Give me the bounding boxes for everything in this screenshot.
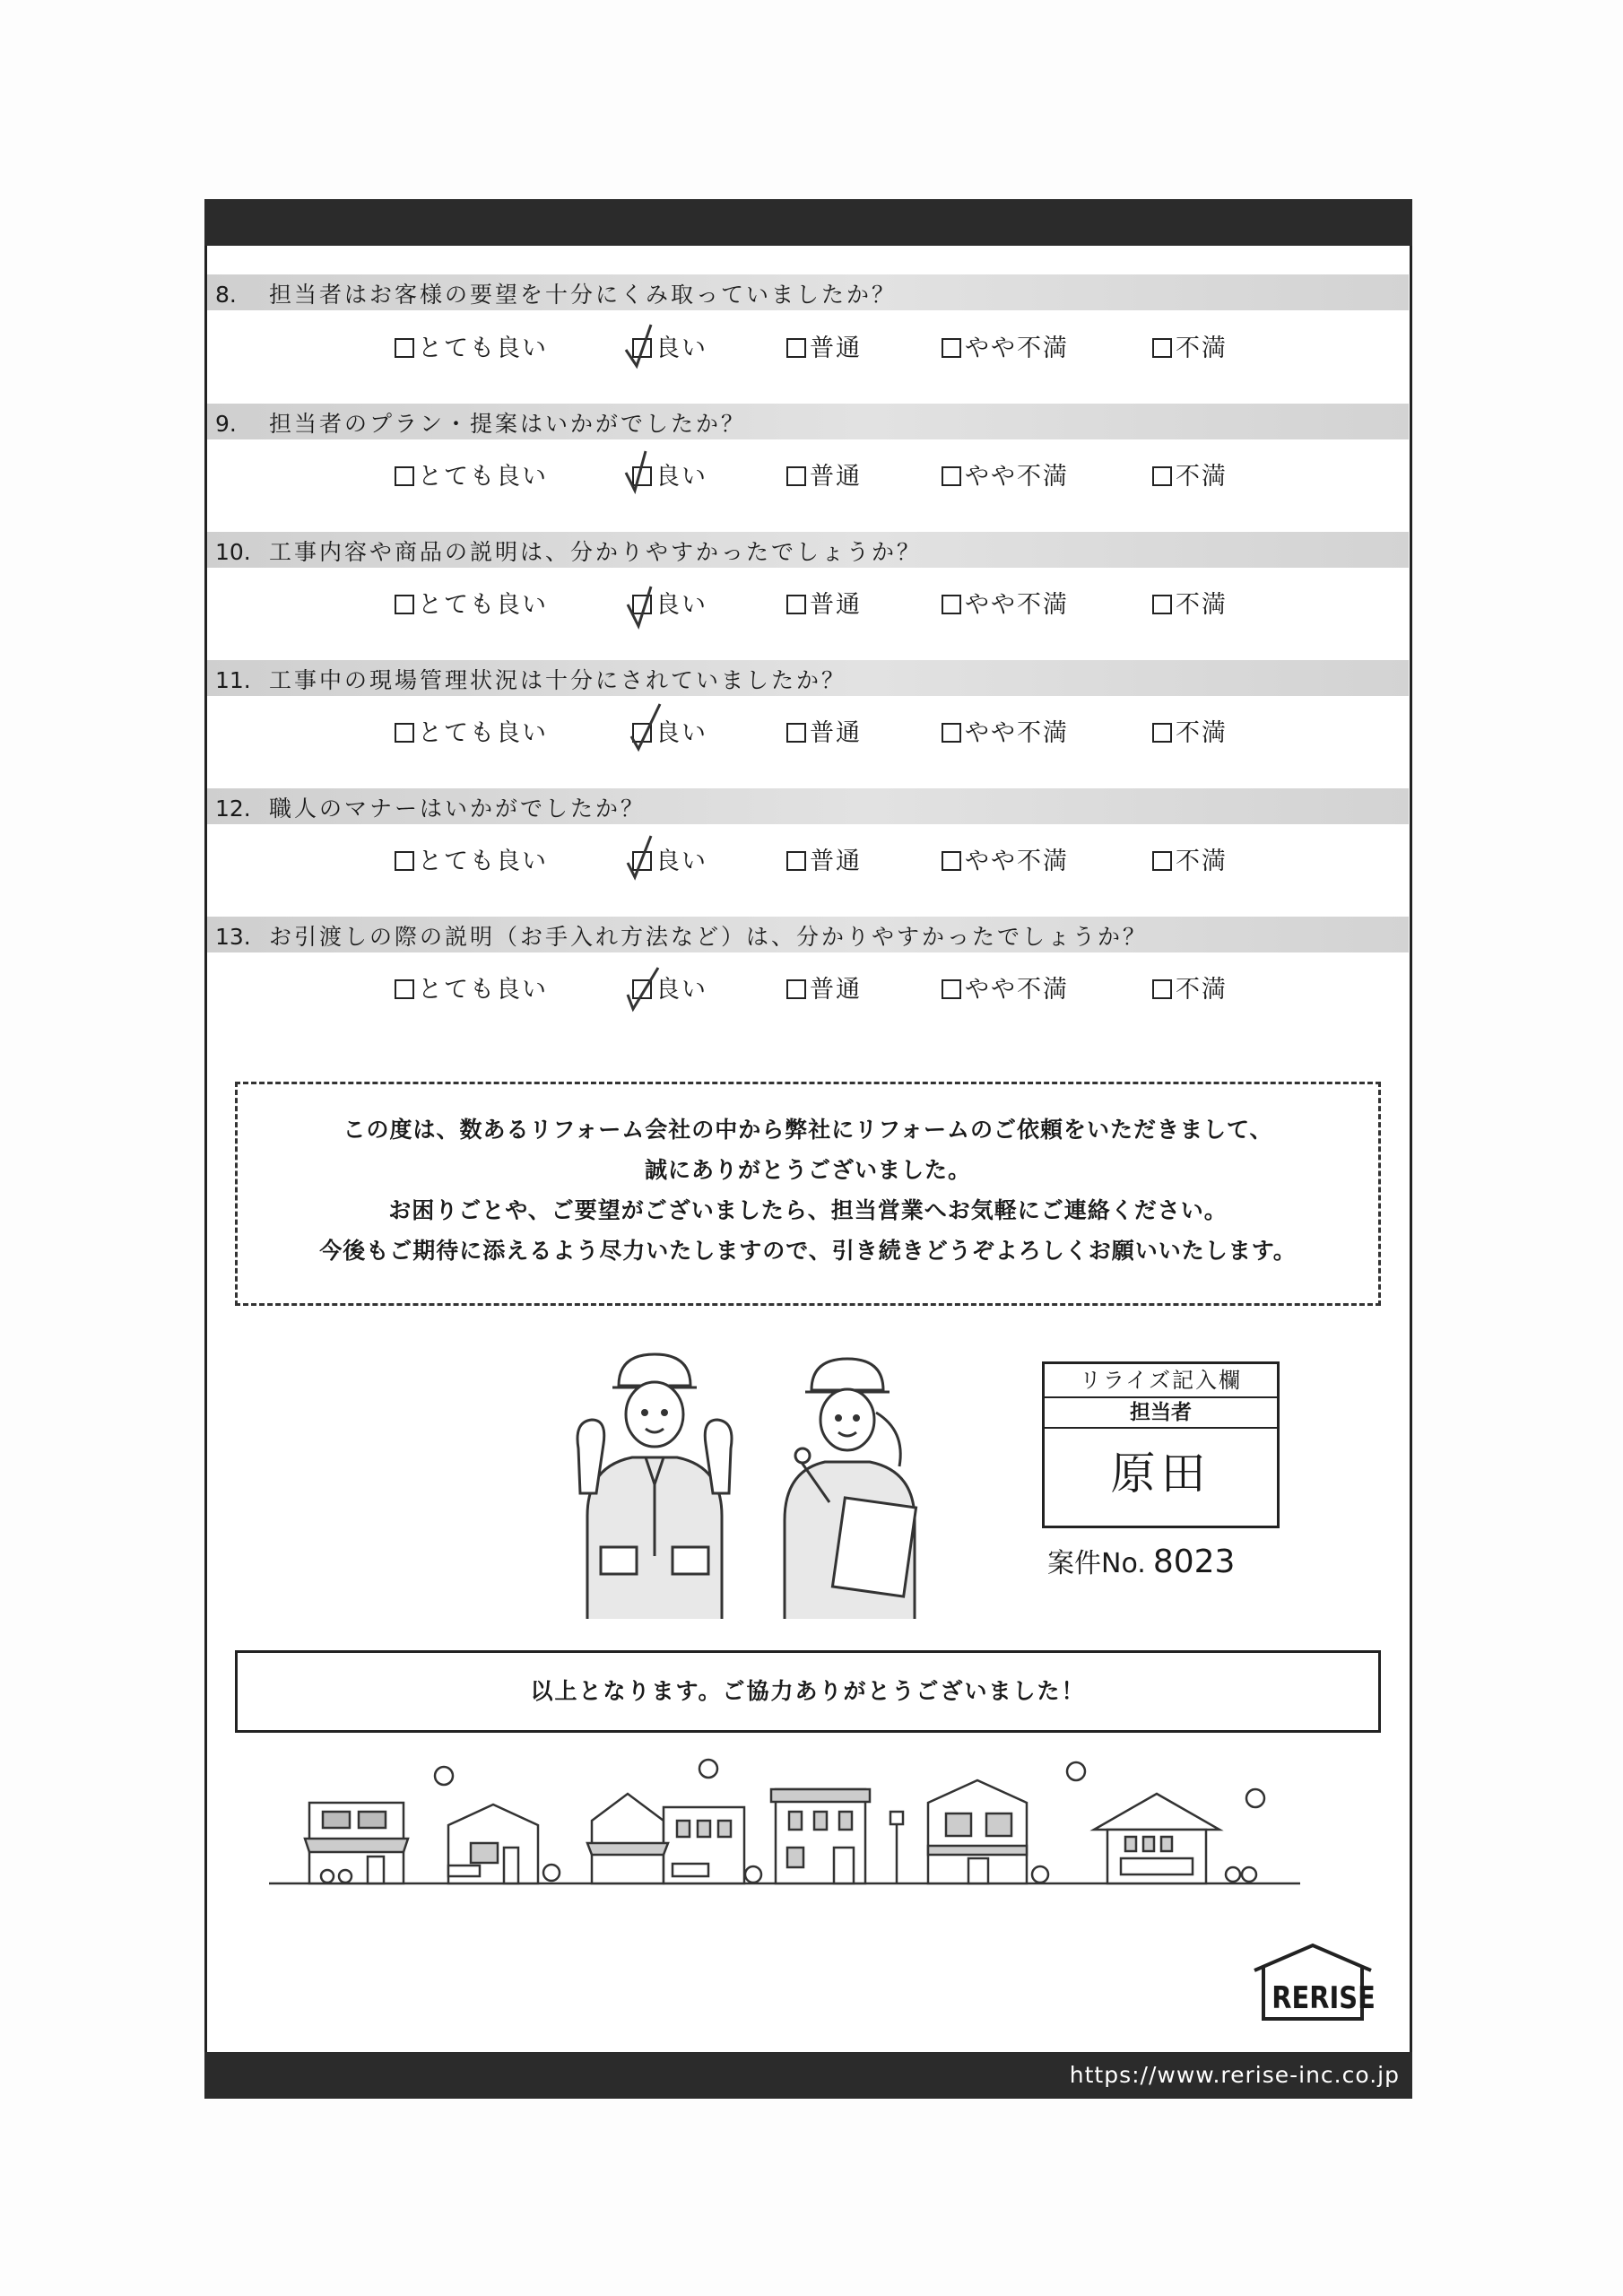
option-very-good[interactable] bbox=[395, 328, 548, 363]
checkbox[interactable] bbox=[942, 979, 961, 999]
option-label: とても良い bbox=[418, 848, 548, 875]
footer-url[interactable]: https://www.rerise-inc.co.jp bbox=[1069, 2062, 1400, 2088]
option-very-good[interactable] bbox=[395, 457, 548, 491]
option-label: 良い bbox=[655, 976, 707, 1004]
option-dissatisfied[interactable] bbox=[1152, 328, 1228, 363]
closing-message: 以上となります。ご協力ありがとうございました！ bbox=[235, 1650, 1381, 1733]
checkmark-icon bbox=[619, 569, 681, 640]
question-text: 工事内容や商品の説明は、分かりやすかったでしょうか？ bbox=[269, 539, 923, 565]
option-very-good[interactable] bbox=[395, 585, 548, 620]
question-11 bbox=[215, 663, 846, 695]
question-text: 職人のマナーはいかがでしたか？ bbox=[269, 796, 647, 822]
option-label: やや不満 bbox=[965, 976, 1069, 1004]
option-label: やや不満 bbox=[965, 335, 1069, 362]
option-label: やや不満 bbox=[965, 719, 1069, 747]
option-label: やや不満 bbox=[965, 848, 1069, 875]
checkbox[interactable] bbox=[786, 851, 806, 871]
option-label: とても良い bbox=[418, 335, 548, 362]
option-label: 不満 bbox=[1176, 848, 1228, 875]
option-normal[interactable] bbox=[786, 841, 862, 876]
checkbox[interactable] bbox=[786, 723, 806, 743]
checkbox[interactable] bbox=[942, 466, 961, 486]
option-label: 普通 bbox=[810, 848, 862, 875]
checkbox[interactable] bbox=[1152, 851, 1172, 871]
checkbox[interactable] bbox=[395, 723, 414, 743]
options-row-9 bbox=[395, 457, 1291, 492]
checkbox[interactable] bbox=[395, 338, 414, 358]
option-very-good[interactable] bbox=[395, 713, 548, 748]
option-label: 良い bbox=[655, 335, 707, 362]
question-number: 10. bbox=[215, 539, 251, 565]
case-number-value: 8023 bbox=[1152, 1544, 1236, 1580]
option-dissatisfied[interactable] bbox=[1152, 713, 1228, 748]
question-text: 工事中の現場管理状況は十分にされていましたか？ bbox=[269, 667, 847, 693]
thanks-line: お困りごとや、ご要望がございましたら、担当営業へお気軽にご連絡ください。 bbox=[388, 1197, 1228, 1223]
option-normal[interactable] bbox=[786, 457, 862, 491]
options-row-12 bbox=[395, 841, 1291, 877]
checkbox[interactable] bbox=[395, 466, 414, 486]
options-row-10 bbox=[395, 585, 1291, 621]
option-somewhat-dissatisfied[interactable] bbox=[942, 713, 1069, 748]
checkmark-icon bbox=[619, 697, 681, 769]
question-8 bbox=[215, 277, 897, 309]
option-dissatisfied[interactable] bbox=[1152, 970, 1228, 1004]
question-number: 8. bbox=[215, 282, 237, 308]
footer-bar bbox=[204, 2052, 1412, 2099]
checkmark-icon bbox=[619, 953, 681, 1025]
option-label: とても良い bbox=[418, 976, 548, 1004]
option-label: 不満 bbox=[1176, 335, 1228, 362]
option-label: とても良い bbox=[418, 463, 548, 491]
checkbox[interactable] bbox=[942, 338, 961, 358]
question-text: 担当者のプラン・提案はいかがでしたか？ bbox=[269, 411, 747, 437]
question-13 bbox=[215, 919, 1148, 952]
logo-text: RERISE bbox=[1271, 1980, 1376, 2016]
top-bar bbox=[204, 199, 1412, 246]
option-label: 良い bbox=[655, 591, 707, 619]
question-number: 9. bbox=[215, 411, 237, 437]
thanks-line: 今後もご期待に添えるよう尽力いたしますので、引き続きどうぞよろしくお願いいたします。 bbox=[319, 1238, 1297, 1264]
option-label: 不満 bbox=[1176, 591, 1228, 619]
checkbox[interactable] bbox=[395, 851, 414, 871]
option-normal[interactable] bbox=[786, 970, 862, 1004]
question-number: 13. bbox=[215, 924, 251, 950]
question-10 bbox=[215, 535, 922, 567]
options-row-13 bbox=[395, 970, 1291, 1005]
question-number: 12. bbox=[215, 796, 251, 822]
option-label: 不満 bbox=[1176, 463, 1228, 491]
town-illustration bbox=[269, 1749, 1300, 1897]
checkmark-icon bbox=[619, 825, 681, 897]
checkbox[interactable] bbox=[786, 466, 806, 486]
option-label: 普通 bbox=[810, 719, 862, 747]
option-very-good[interactable] bbox=[395, 970, 548, 1004]
checkbox[interactable] bbox=[786, 979, 806, 999]
option-label: やや不満 bbox=[965, 591, 1069, 619]
staff-name: 原田 bbox=[1110, 1448, 1211, 1500]
option-label: 良い bbox=[655, 719, 707, 747]
checkbox[interactable] bbox=[1152, 338, 1172, 358]
option-somewhat-dissatisfied[interactable] bbox=[942, 841, 1069, 876]
question-number: 11. bbox=[215, 667, 251, 693]
checkbox[interactable] bbox=[786, 338, 806, 358]
checkbox[interactable] bbox=[942, 723, 961, 743]
option-dissatisfied[interactable] bbox=[1152, 585, 1228, 620]
checkbox[interactable] bbox=[395, 979, 414, 999]
option-label: とても良い bbox=[418, 719, 548, 747]
option-very-good[interactable] bbox=[395, 841, 548, 876]
option-somewhat-dissatisfied[interactable] bbox=[942, 457, 1069, 491]
office-use-box bbox=[1042, 1361, 1280, 1528]
option-dissatisfied[interactable] bbox=[1152, 841, 1228, 876]
checkbox[interactable] bbox=[786, 595, 806, 614]
checkmark-icon bbox=[619, 312, 681, 384]
case-number bbox=[1047, 1541, 1235, 1580]
option-somewhat-dissatisfied[interactable] bbox=[942, 970, 1069, 1004]
question-9 bbox=[215, 406, 746, 439]
question-text: 担当者はお客様の要望を十分にくみ取っていましたか？ bbox=[269, 282, 898, 308]
checkbox[interactable] bbox=[1152, 595, 1172, 614]
option-label: 普通 bbox=[810, 591, 862, 619]
case-label: 案件No. bbox=[1047, 1548, 1146, 1579]
option-label: 普通 bbox=[810, 976, 862, 1004]
option-normal[interactable] bbox=[786, 585, 862, 620]
option-label: 不満 bbox=[1176, 976, 1228, 1004]
option-label: 普通 bbox=[810, 463, 862, 491]
checkbox[interactable] bbox=[1152, 723, 1172, 743]
checkbox[interactable] bbox=[942, 595, 961, 614]
checkbox[interactable] bbox=[1152, 466, 1172, 486]
option-label: とても良い bbox=[418, 591, 548, 619]
staff-label: 担当者 bbox=[1045, 1398, 1277, 1429]
option-label: 不満 bbox=[1176, 719, 1228, 747]
options-row-8 bbox=[395, 328, 1291, 364]
option-somewhat-dissatisfied[interactable] bbox=[942, 585, 1069, 620]
question-12 bbox=[215, 791, 646, 823]
option-normal[interactable] bbox=[786, 328, 862, 363]
option-somewhat-dissatisfied[interactable] bbox=[942, 328, 1069, 363]
option-label: やや不満 bbox=[965, 463, 1069, 491]
thanks-line: この度は、数あるリフォーム会社の中から弊社にリフォームのご依頼をいただきまして、 bbox=[343, 1117, 1273, 1143]
office-use-header: リライズ記入欄 bbox=[1045, 1364, 1277, 1398]
option-label: 良い bbox=[655, 463, 707, 491]
checkbox[interactable] bbox=[942, 851, 961, 871]
option-normal[interactable] bbox=[786, 713, 862, 748]
thanks-message-box bbox=[235, 1082, 1381, 1306]
option-dissatisfied[interactable] bbox=[1152, 457, 1228, 491]
checkbox[interactable] bbox=[1152, 979, 1172, 999]
workers-illustration bbox=[551, 1350, 955, 1628]
option-label: 普通 bbox=[810, 335, 862, 362]
checkmark-icon bbox=[619, 440, 681, 512]
checkbox[interactable] bbox=[395, 595, 414, 614]
thanks-line: 誠にありがとうございました。 bbox=[644, 1157, 971, 1183]
option-label: 良い bbox=[655, 848, 707, 875]
question-text: お引渡しの際の説明（お手入れ方法など）は、分かりやすかったでしょうか？ bbox=[269, 924, 1149, 950]
options-row-11 bbox=[395, 713, 1291, 749]
